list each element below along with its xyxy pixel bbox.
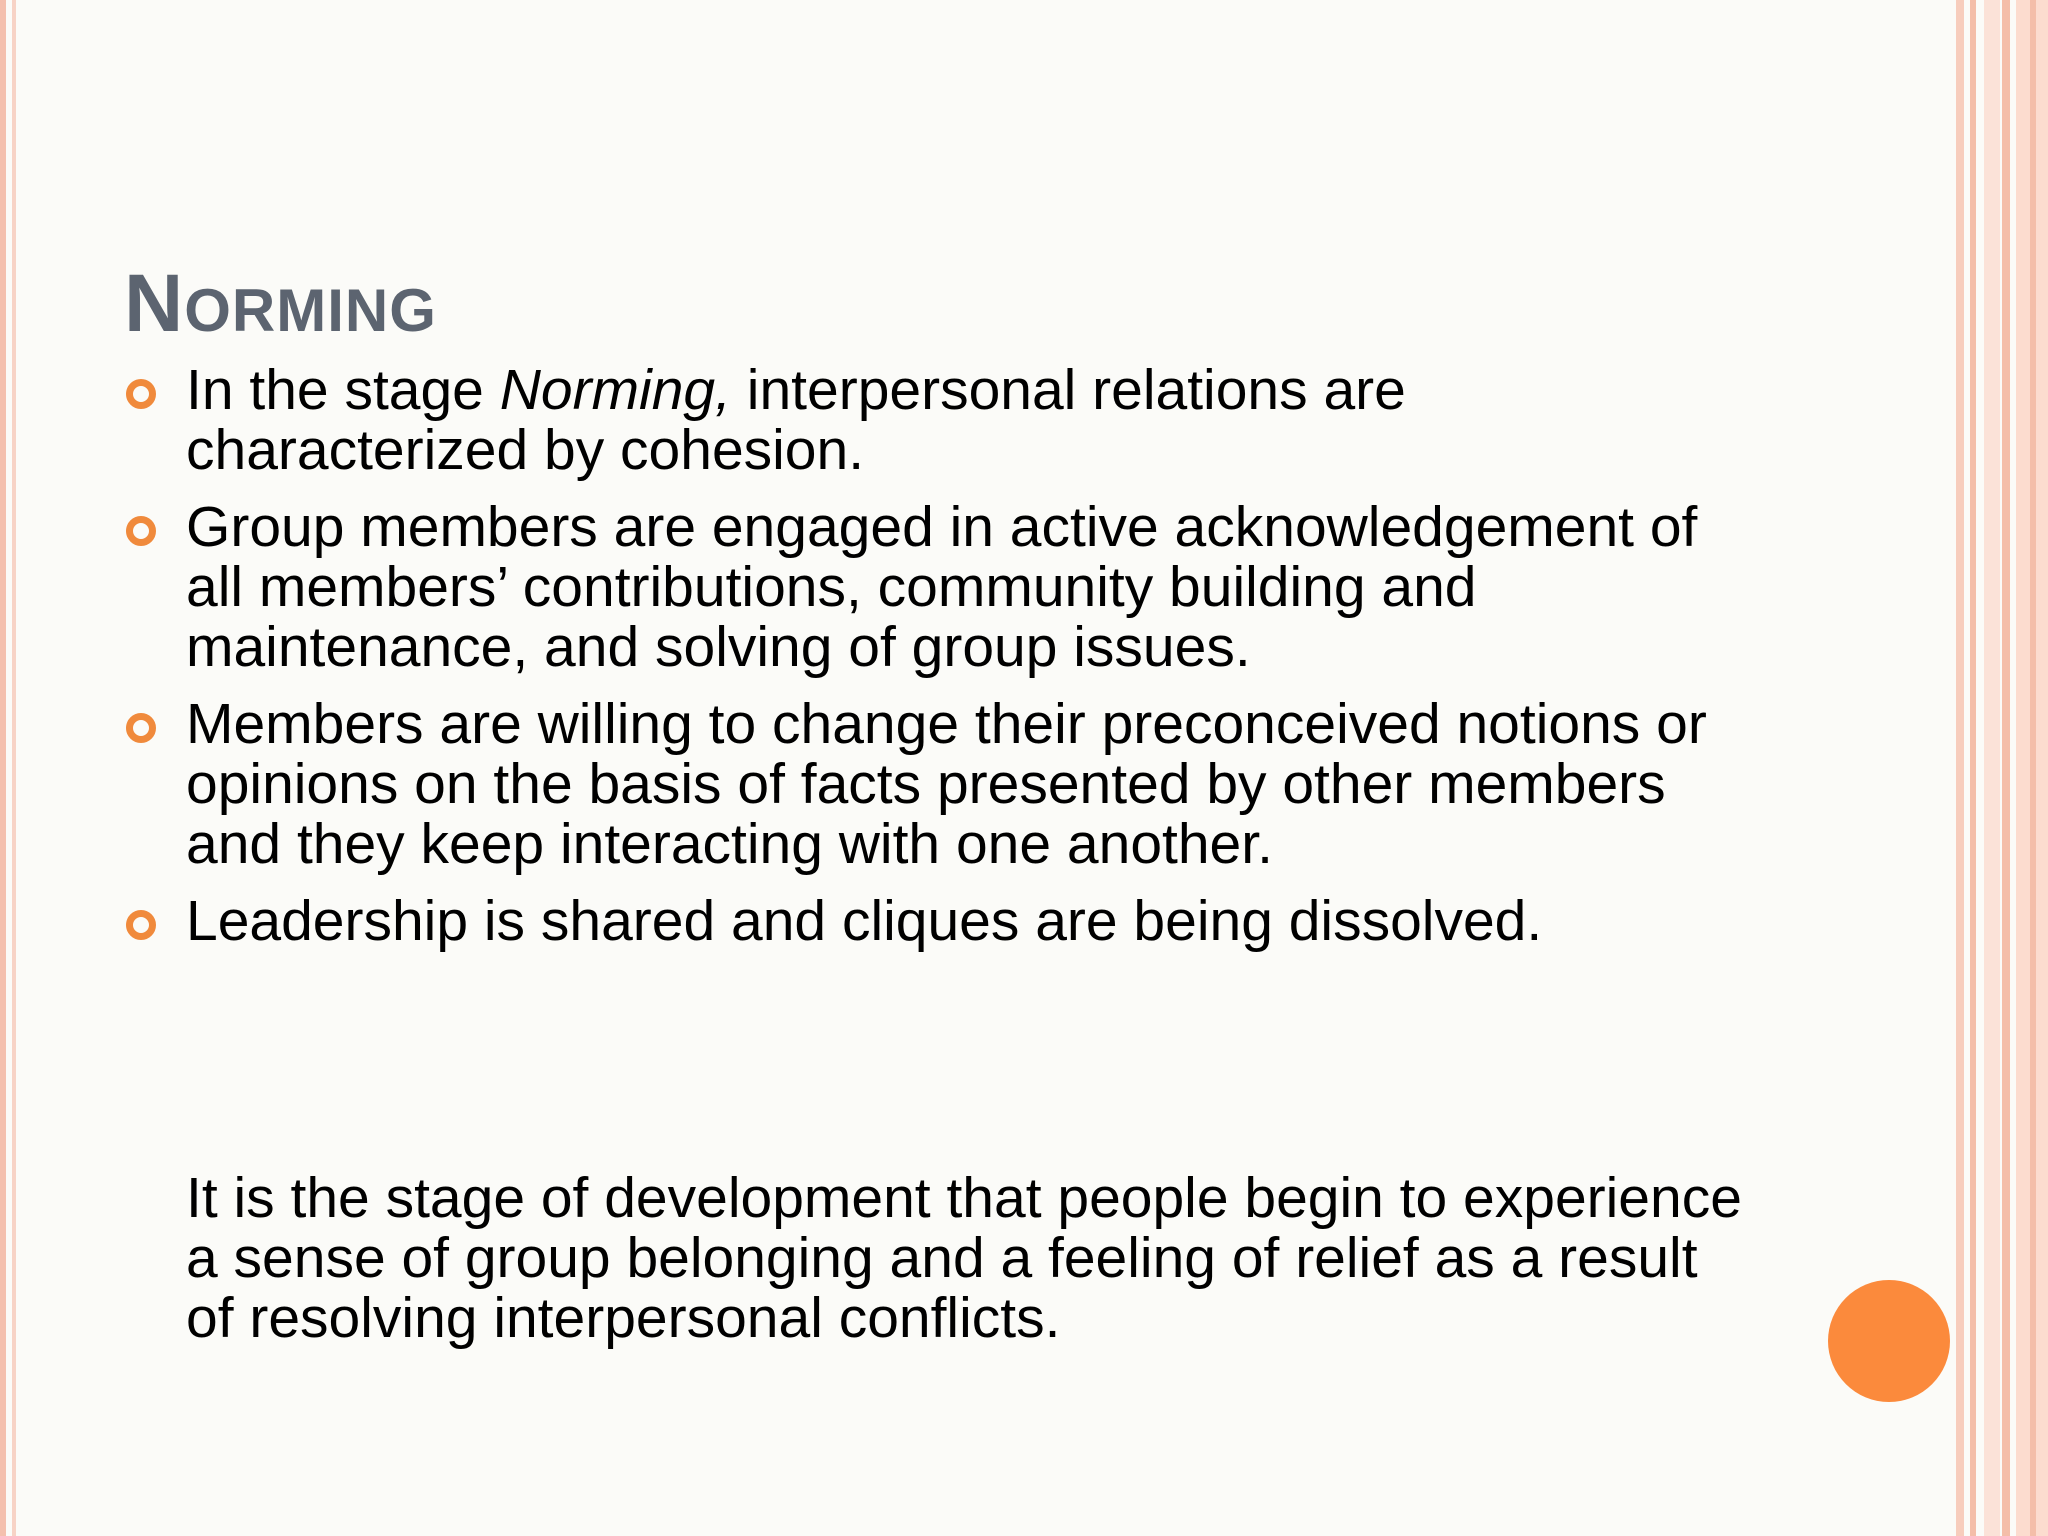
bullet-list bbox=[124, 360, 1744, 968]
circle-bullet-icon bbox=[126, 910, 156, 940]
right-border-stripe bbox=[1970, 0, 1976, 1536]
bullet-text: Members are willing to change their preconceived notions or opinions on the basis of facts presented by other members and they keep interacting with one another. bbox=[186, 692, 1707, 876]
bullet-item bbox=[124, 360, 1744, 480]
circle-bullet-icon bbox=[126, 713, 156, 743]
closing-paragraph: It is the stage of development that people begin to experience a sense of group belonging and a feeling of relief as a result of resolving interpersonal conflicts. bbox=[186, 1166, 1742, 1350]
bullet-text: In the stage bbox=[186, 358, 500, 422]
right-border-stripe bbox=[2030, 0, 2036, 1536]
bullet-item bbox=[124, 497, 1744, 677]
right-border-stripe bbox=[2002, 0, 2010, 1536]
slide-title-first-letter: N bbox=[124, 257, 185, 349]
circle-bullet-icon bbox=[126, 516, 156, 546]
bullet-emphasis: Norming, bbox=[499, 358, 731, 422]
left-border bbox=[0, 0, 6, 1536]
bullet-text: Group members are engaged in active acknowledgement of all members’ contributions, community building and maintenance, and solving of group issues. bbox=[186, 495, 1698, 679]
decorative-orange-circle bbox=[1828, 1280, 1950, 1402]
slide-title-rest: ORMING bbox=[184, 276, 437, 344]
right-border-stripe bbox=[1984, 0, 2000, 1536]
bullet-item bbox=[124, 891, 1744, 951]
bullet-text-cont: interpersonal relations are characterized by cohesion. bbox=[186, 358, 1406, 482]
bullet-item bbox=[124, 694, 1744, 874]
left-border-inner bbox=[12, 0, 16, 1536]
slide-title bbox=[124, 257, 437, 349]
bullet-text: Leadership is shared and cliques are being dissolved. bbox=[186, 889, 1543, 953]
circle-bullet-icon bbox=[126, 379, 156, 409]
right-border-stripe bbox=[1956, 0, 1964, 1536]
